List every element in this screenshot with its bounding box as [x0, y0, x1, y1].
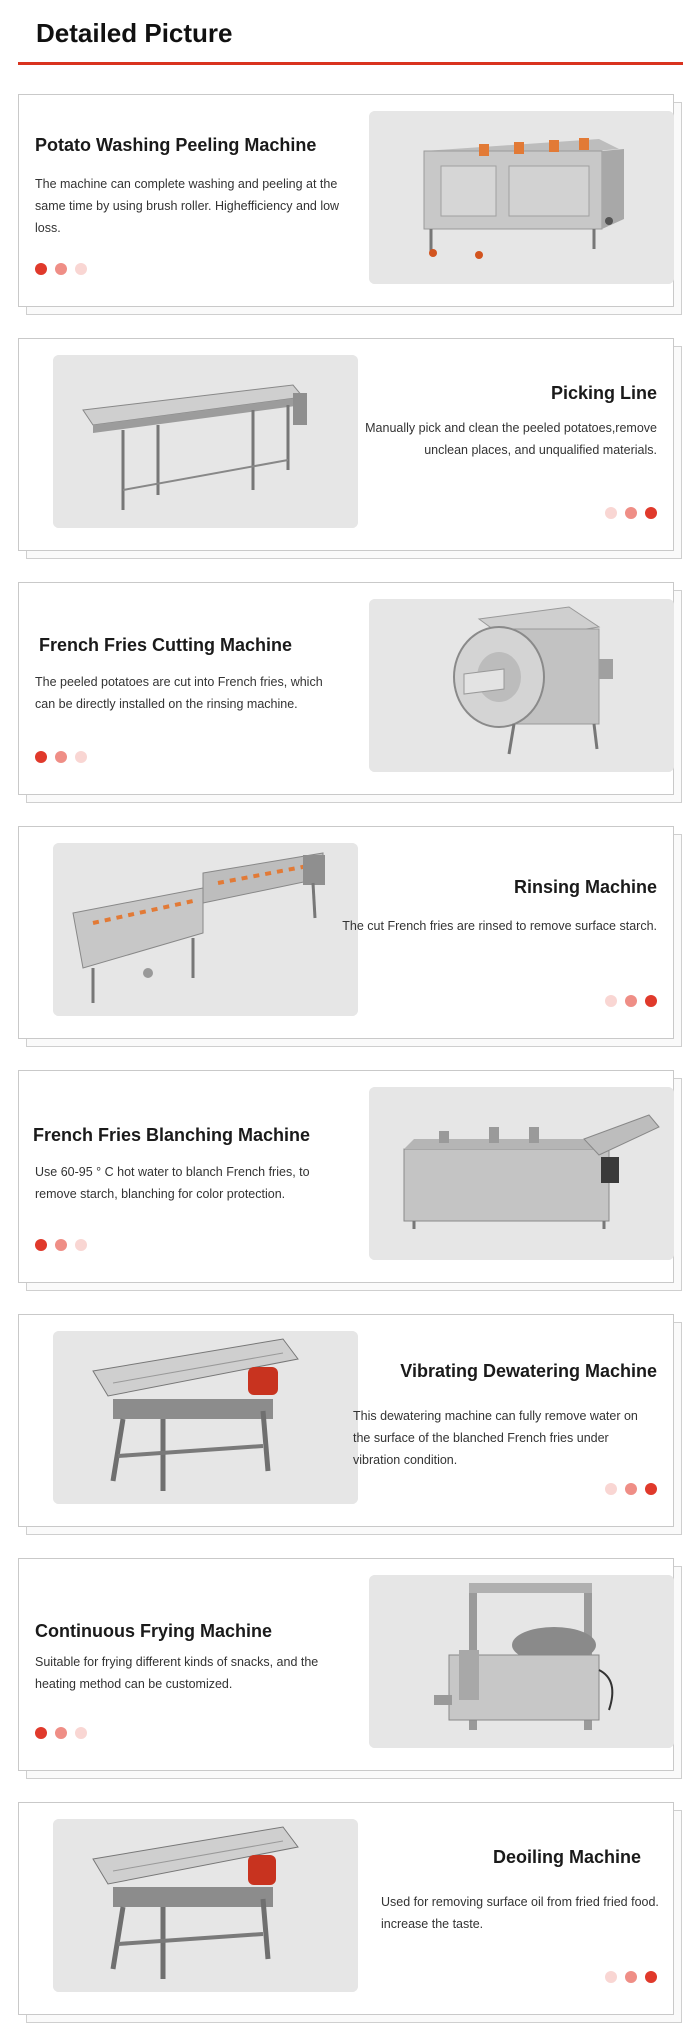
machine-card-deoiling	[0, 1802, 700, 2027]
carousel-dots	[35, 751, 87, 763]
machine-card-frying	[0, 1558, 700, 1783]
carousel-dot-2[interactable]	[625, 1971, 637, 1983]
carousel-dot-2[interactable]	[625, 995, 637, 1007]
machine-card-cutting	[0, 582, 700, 807]
machine-title: Vibrating Dewatering Machine	[400, 1361, 657, 1381]
washing-peeling-machine-icon	[369, 111, 674, 284]
machine-description: Used for removing surface oil from fried fried food. increase the taste.	[381, 1895, 659, 1931]
header-divider	[18, 62, 683, 65]
carousel-dot-1[interactable]	[605, 1483, 617, 1495]
carousel-dot-3[interactable]	[645, 1483, 657, 1495]
carousel-dots	[605, 507, 657, 519]
carousel-dot-1[interactable]	[605, 995, 617, 1007]
carousel-dot-3[interactable]	[645, 995, 657, 1007]
carousel-dot-1[interactable]	[35, 1239, 47, 1251]
machine-description: The machine can complete washing and peeling at the same time by using brush roller. Highefficiency and low loss.	[35, 177, 340, 235]
dewatering-machine-icon	[53, 1331, 358, 1504]
page-header	[0, 0, 700, 70]
carousel-dot-2[interactable]	[55, 263, 67, 275]
page-title: Detailed Picture	[36, 18, 233, 48]
carousel-dot-2[interactable]	[625, 1483, 637, 1495]
machine-card-picking-line	[0, 338, 700, 563]
carousel-dots	[35, 263, 87, 275]
machine-title: French Fries Blanching Machine	[33, 1125, 311, 1145]
machine-title: Continuous Frying Machine	[35, 1621, 272, 1641]
machine-title: Rinsing Machine	[513, 877, 657, 897]
cutting-machine-icon	[369, 599, 674, 772]
frying-machine-icon	[369, 1575, 674, 1748]
carousel-dot-3[interactable]	[645, 507, 657, 519]
rinsing-machine-icon	[53, 843, 358, 1016]
machine-card-rinsing	[0, 826, 700, 1051]
carousel-dot-2[interactable]	[625, 507, 637, 519]
carousel-dot-1[interactable]	[35, 751, 47, 763]
carousel-dot-2[interactable]	[55, 1239, 67, 1251]
machine-description: The peeled potatoes are cut into French fries, which can be directly installed on the rinsing machine.	[35, 675, 323, 711]
machine-description: The cut French fries are rinsed to remove surface starch.	[342, 919, 657, 933]
machine-title: French Fries Cutting Machine	[39, 635, 293, 655]
blanching-machine-icon	[369, 1087, 674, 1260]
carousel-dot-3[interactable]	[75, 751, 87, 763]
machine-title: Potato Washing Peeling Machine	[35, 135, 317, 155]
machine-card-washing-peeling	[0, 94, 700, 319]
carousel-dots	[35, 1727, 87, 1739]
picking-line-icon	[53, 355, 358, 528]
carousel-dots	[605, 995, 657, 1007]
machine-card-blanching	[0, 1070, 700, 1295]
machine-title: Picking Line	[550, 383, 657, 403]
carousel-dot-1[interactable]	[35, 1727, 47, 1739]
carousel-dot-2[interactable]	[55, 1727, 67, 1739]
machine-title: Deoiling Machine	[492, 1847, 641, 1867]
carousel-dot-1[interactable]	[605, 507, 617, 519]
carousel-dots	[605, 1971, 657, 1983]
carousel-dots	[35, 1239, 87, 1251]
machine-description: Suitable for frying different kinds of snacks, and the heating method can be customized.	[35, 1655, 319, 1691]
machine-card-dewatering	[0, 1314, 700, 1539]
deoiling-machine-icon	[53, 1819, 358, 1992]
carousel-dot-1[interactable]	[35, 263, 47, 275]
carousel-dot-2[interactable]	[55, 751, 67, 763]
carousel-dots	[605, 1483, 657, 1495]
machine-description: Manually pick and clean the peeled potatoes,remove unclean places, and unqualified materials.	[365, 421, 657, 457]
carousel-dot-3[interactable]	[75, 1239, 87, 1251]
carousel-dot-1[interactable]	[605, 1971, 617, 1983]
carousel-dot-3[interactable]	[645, 1971, 657, 1983]
machine-description: This dewatering machine can fully remove water on the surface of the blanched French fries under vibration condition.	[353, 1409, 638, 1467]
carousel-dot-3[interactable]	[75, 1727, 87, 1739]
machine-description: Use 60-95 ° C hot water to blanch French fries, to remove starch, blanching for color protection.	[35, 1165, 310, 1201]
carousel-dot-3[interactable]	[75, 263, 87, 275]
